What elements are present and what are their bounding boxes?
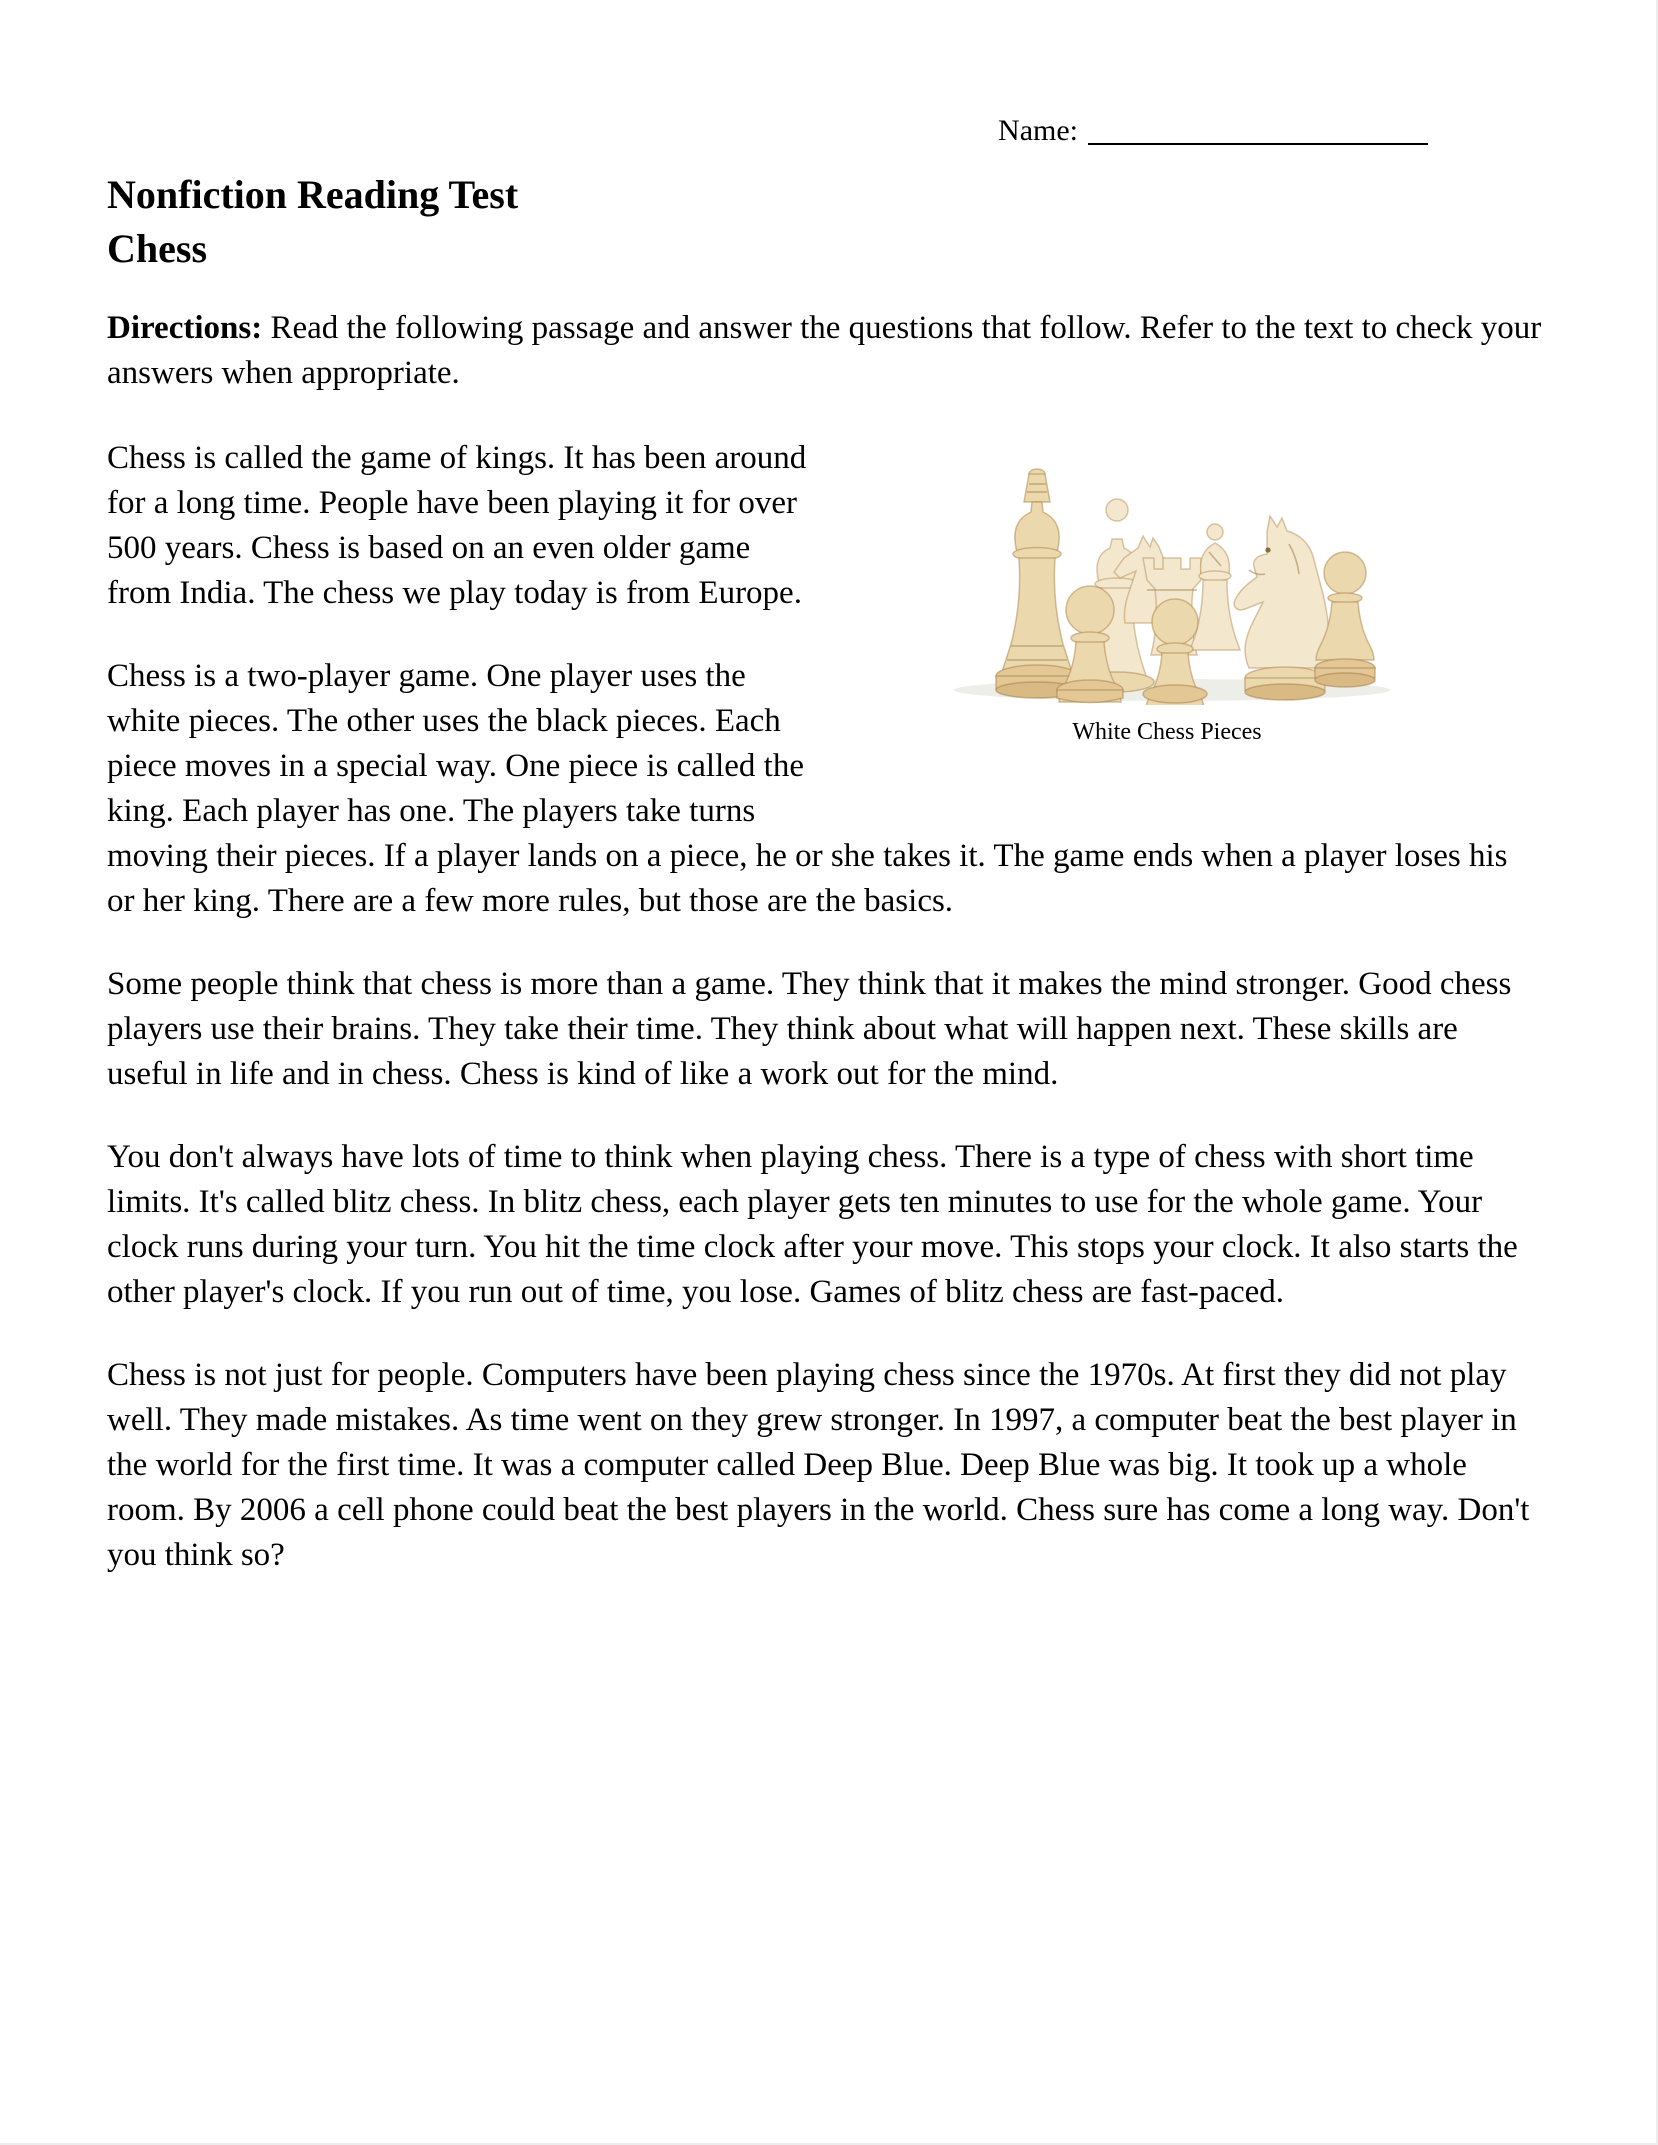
passage-paragraph-4: You don't always have lots of time to think when playing chess. There is a type of chess with short time limits. It's called blitz chess. In blitz chess, each player gets ten minutes to use for the whole game. Your clock runs during your turn. You hit the time clock after your move. This stops your clock. It also starts the other player's clock. If you run out of time, you lose. Games of blitz chess are fast-paced.	[107, 1139, 1518, 1310]
passage-paragraph-1: Chess is called the game of kings. It has been around for a long time. People have been playing it for over 500 years. Chess is based on an even older game from India. The chess we play today is from Europe.	[107, 440, 807, 611]
chess-figure	[815, 440, 1543, 821]
passage	[107, 436, 1543, 1578]
image-caption: White Chess Pieces	[1072, 719, 1262, 745]
bishop-piece	[1190, 524, 1240, 650]
directions-label: Directions:	[107, 310, 263, 346]
passage-paragraph-3: Some people think that chess is more than a game. They think that it makes the mind stronger. Good chess players use their brains. They take their time. They think about what will happen next. These skills are useful in life and in chess. Chess is kind of like a work out for the mind.	[107, 966, 1512, 1092]
title-line-1: Nonfiction Reading Test	[107, 172, 519, 217]
passage-paragraph-5: Chess is not just for people. Computers have been playing chess since the 1970s. At first they did not play well. They made mistakes. As time went on they grew stronger. In 1997, a computer beat the best player in the world for the first time. It was a computer called Deep Blue. Deep Blue was big. It took up a whole room. By 2006 a cell phone could beat the best players in the world. Chess sure has come a long way. Don't you think so?	[107, 1357, 1530, 1573]
king-piece	[996, 469, 1078, 698]
page-title	[107, 168, 1543, 276]
passage-paragraph-2: Chess is a two-player game. One player uses the white pieces. The other uses the black pieces. Each piece moves in a special way. One piece is called the king. Each player has one. The players take turns moving their pieces. If a player lands on a piece, he or she takes it. The game ends when a player loses his or her king. There are a few more rules, but those are the basics.	[107, 658, 1508, 919]
name-label: Name:	[998, 114, 1078, 147]
name-blank-line	[1088, 143, 1428, 145]
white-chess-pieces-image	[937, 440, 1397, 705]
title-line-2: Chess	[107, 226, 208, 271]
directions	[107, 306, 1543, 396]
name-row	[107, 112, 1543, 156]
directions-text: Read the following passage and answer the questions that follow. Refer to the text to check your answers when appropriate.	[107, 310, 1542, 391]
